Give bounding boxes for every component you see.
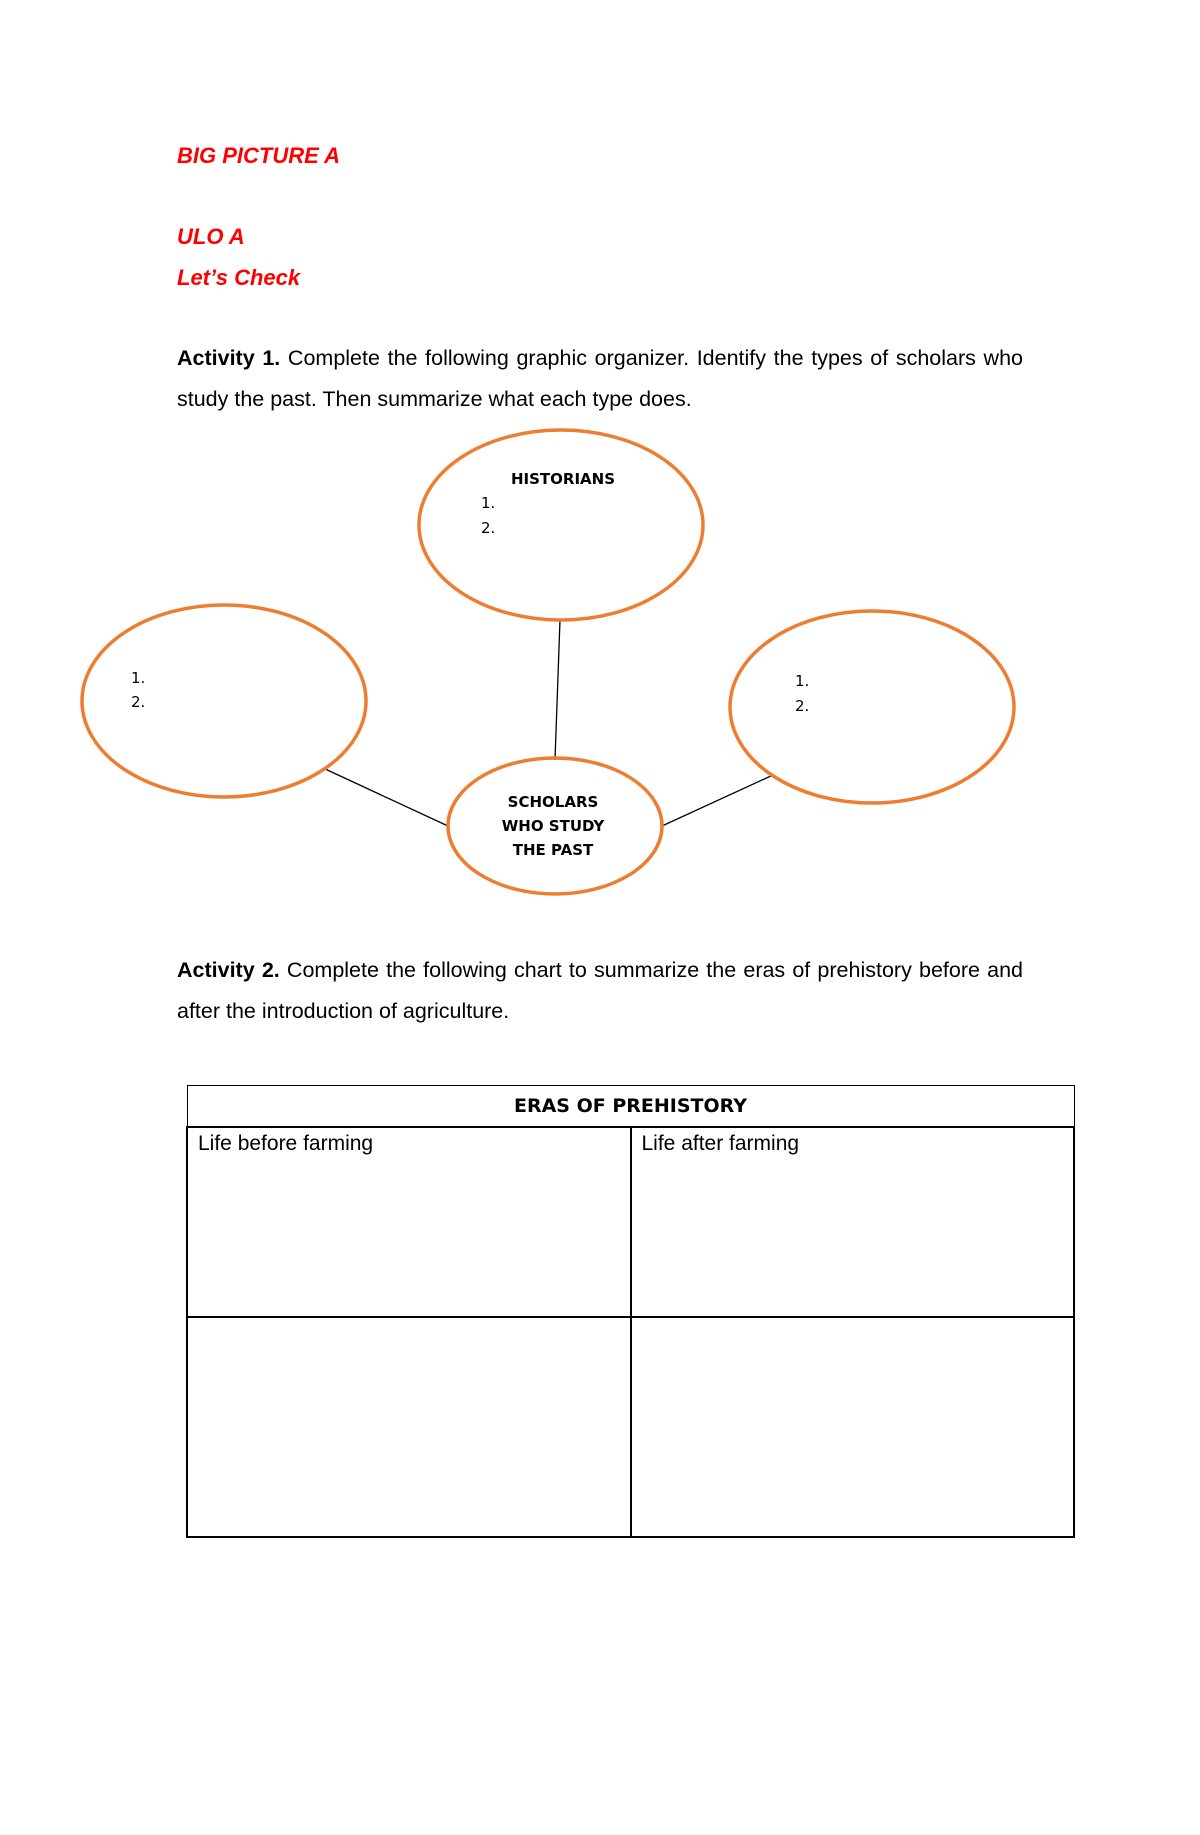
center-line-3: THE PAST	[512, 841, 594, 859]
historians-item-2: 2.	[481, 519, 496, 537]
life-before-farming-cell[interactable]	[187, 1127, 631, 1317]
before-farming-answer-cell[interactable]	[187, 1317, 631, 1537]
activity-2-instructions	[177, 950, 1023, 1032]
life-after-farming-cell[interactable]	[631, 1127, 1075, 1317]
eras-table	[186, 1085, 1075, 1538]
big-picture-heading: BIG PICTURE A	[177, 143, 340, 168]
connector-top	[555, 620, 560, 760]
center-line-2: WHO STUDY	[501, 817, 605, 835]
activity-2-text: Complete the following chart to summarize the eras of prehistory before and after the introduction of agriculture.	[177, 958, 1023, 1023]
activity-1-text: Complete the following graphic organizer. Identify the types of scholars who study the past. Then summarize what each type does.	[177, 346, 1023, 411]
connector-right	[662, 775, 773, 826]
historians-title: HISTORIANS	[510, 470, 616, 488]
right-node-item-2: 2.	[795, 697, 810, 715]
activity-2-label: Activity 2.	[177, 958, 280, 982]
left-node-item-1: 1.	[131, 669, 146, 687]
activity-1-label: Activity 1.	[177, 346, 281, 370]
life-after-farming-label: Life after farming	[641, 1132, 800, 1155]
center-line-1: SCHOLARS	[507, 793, 599, 811]
right-node-item-1: 1.	[795, 672, 810, 690]
after-farming-answer-cell[interactable]	[631, 1317, 1075, 1537]
right-scholar-node	[730, 611, 1014, 803]
ulo-heading: ULO A	[177, 224, 245, 249]
historians-node	[419, 430, 703, 620]
left-scholar-node	[82, 605, 366, 797]
historians-item-1: 1.	[481, 494, 496, 512]
lets-check-heading: Let’s Check	[177, 265, 301, 290]
eras-table-title: ERAS OF PREHISTORY	[187, 1086, 1074, 1128]
left-node-item-2: 2.	[131, 693, 146, 711]
life-before-farming-label: Life before farming	[198, 1132, 374, 1155]
connector-left	[323, 768, 448, 826]
